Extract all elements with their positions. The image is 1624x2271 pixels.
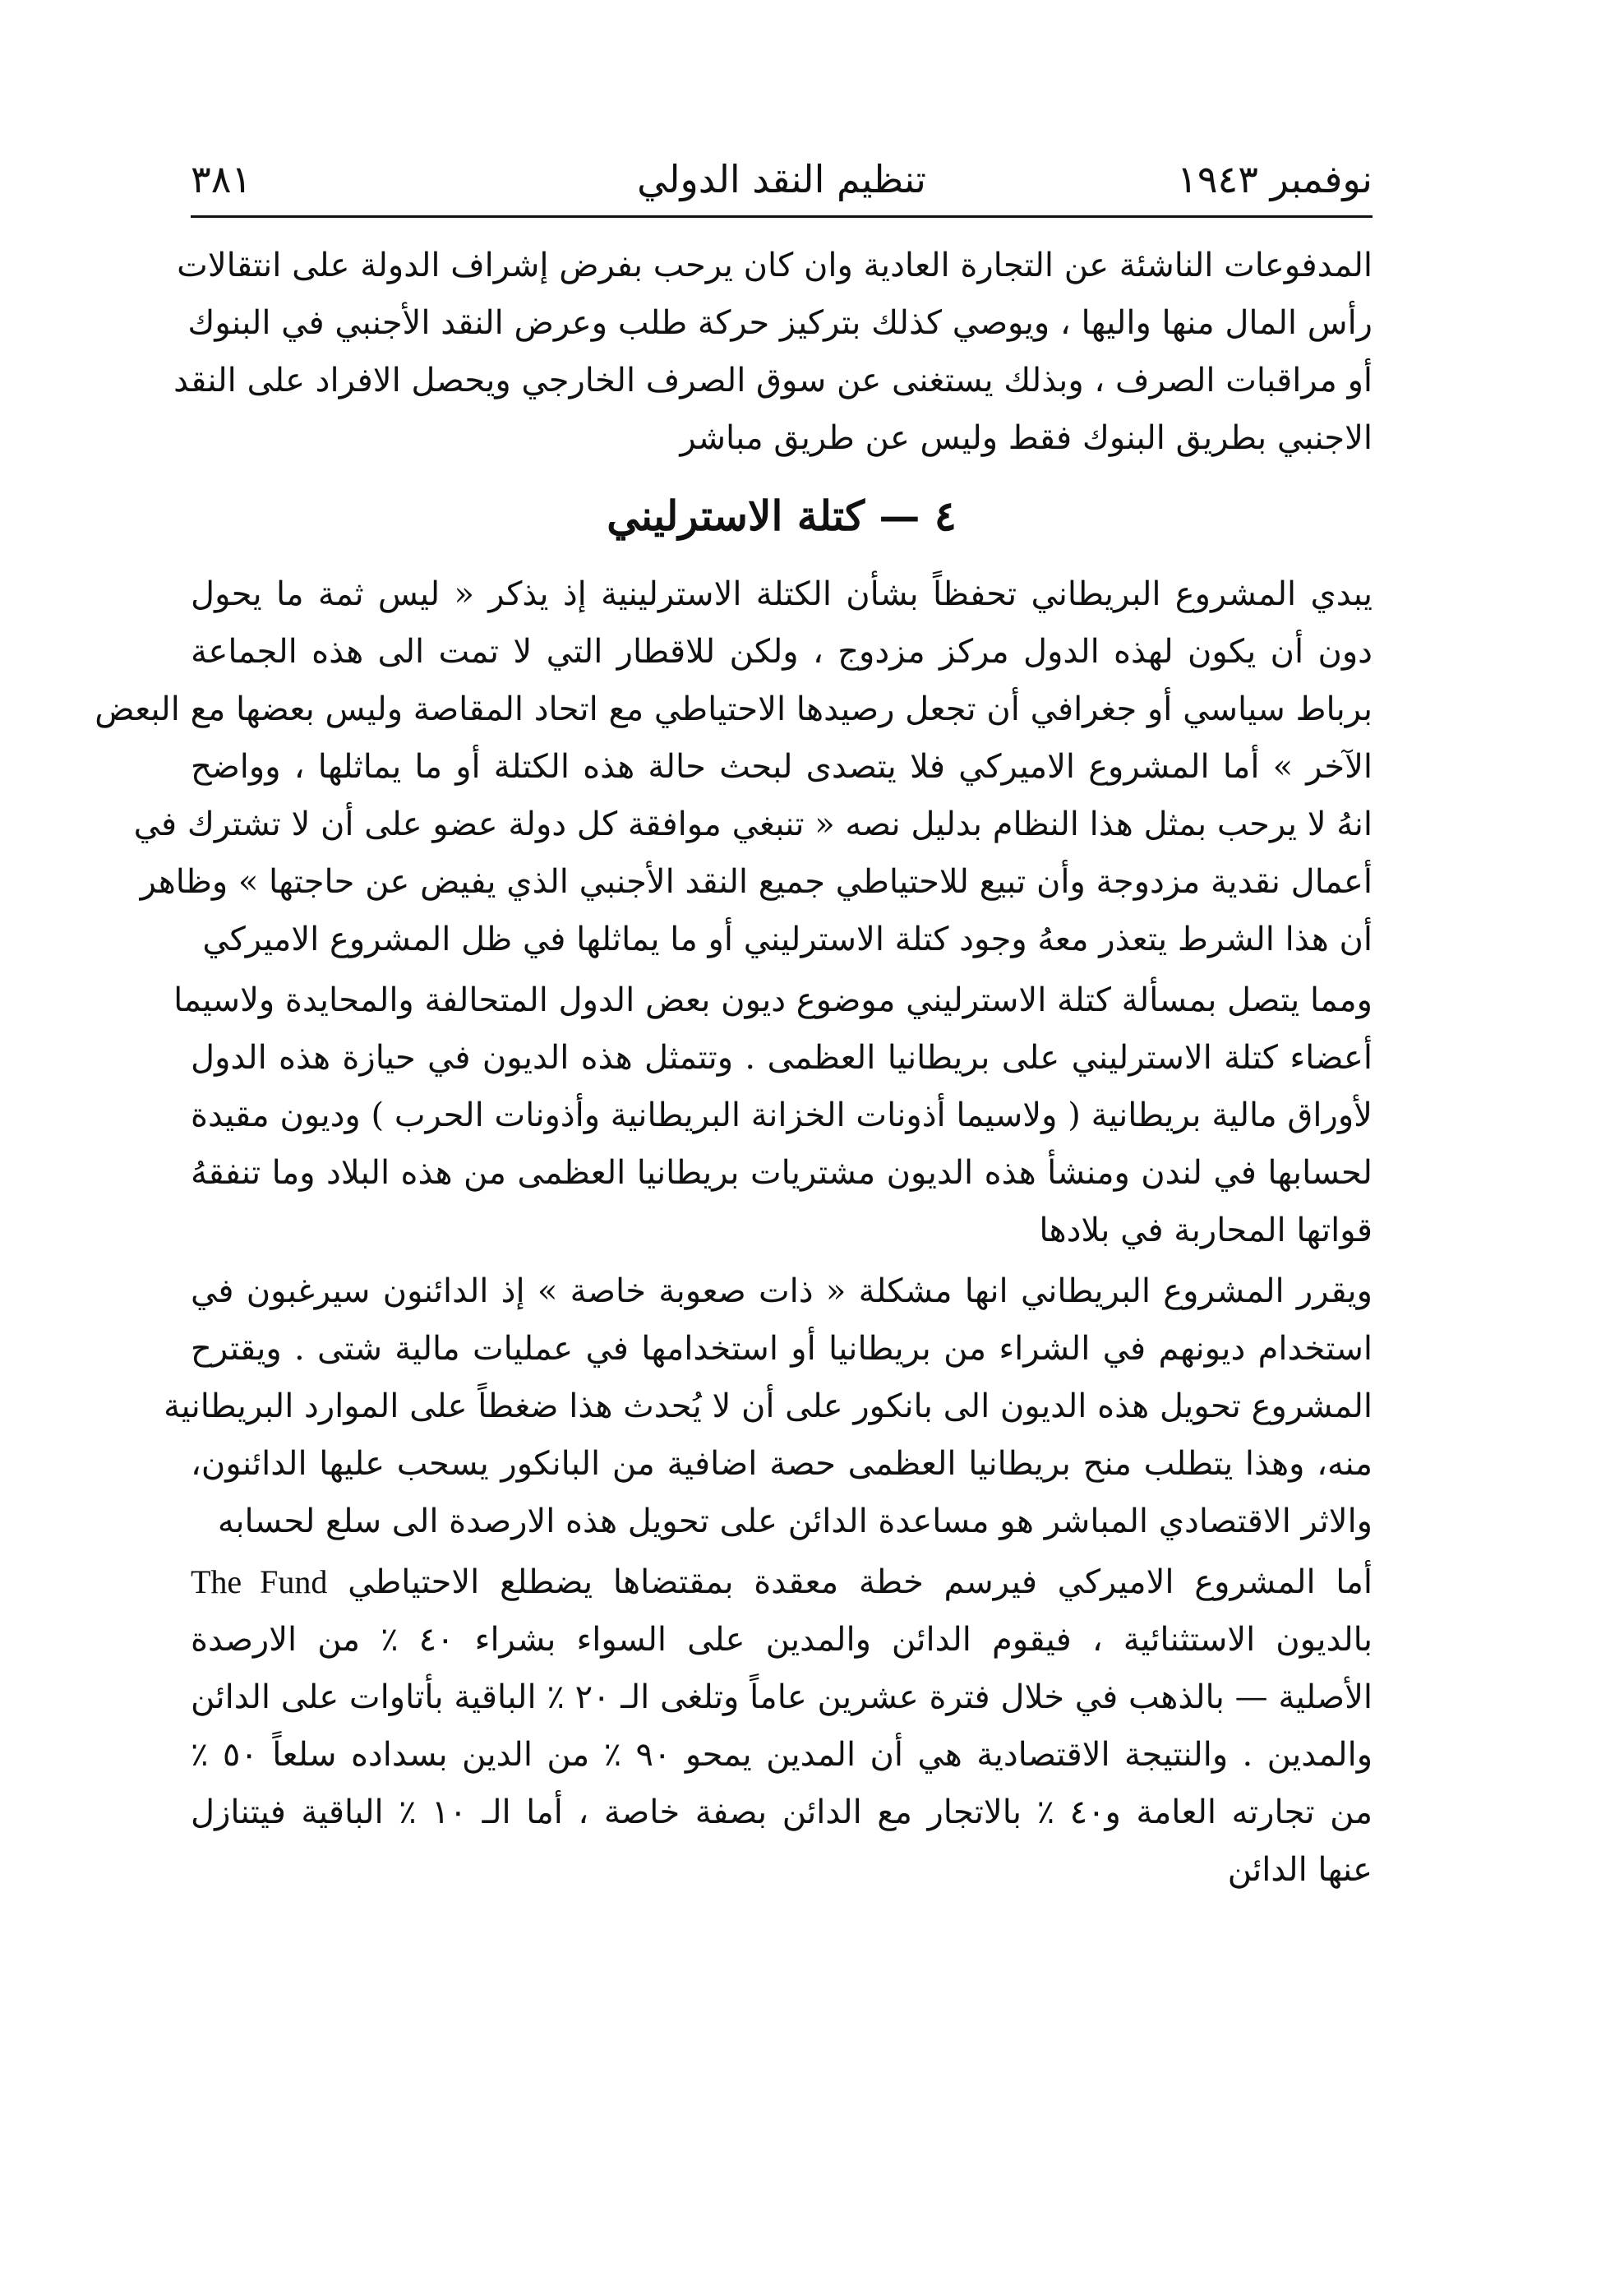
text-line: والاثر الاقتصادي المباشر هو مساعدة الدائن على تحويل هذه الارصدة الى سلع لحسابه <box>217 1502 1373 1540</box>
text-line: أو مراقبات الصرف ، وبذلك يستغنى عن سوق الصرف الخارجي ويحصل الافراد على النقد <box>173 362 1373 399</box>
header-rule <box>191 215 1373 218</box>
text-line: دون أن يكون لهذه الدول مركز مزدوج ، ولكن للاقطار التي لا تمت الى هذه الجماعة <box>191 633 1373 671</box>
text-line: برباط سياسي أو جغرافي أن تجعل رصيدها الاحتياطي مع اتحاد المقاصة وليس بعضها مع البعض <box>95 690 1373 728</box>
header-date: نوفمبر ١٩٤٣ <box>1177 157 1373 201</box>
text-line: الأصلية — بالذهب في خلال فترة عشرين عاماً وتلغى الـ ٢٠ ٪ الباقية بأتاوات على الدائن <box>191 1678 1373 1716</box>
header-title: تنظيم النقد الدولي <box>637 157 926 201</box>
text-segment: أما المشروع الاميركي فيرسم خطة معقدة بمقتضاها يضطلع الاحتياطي <box>348 1563 1373 1601</box>
text-line: لأوراق مالية بريطانية ( ولاسيما أذونات الخزانة البريطانية وأذونات الحرب ) وديون مقيدة <box>191 1096 1373 1134</box>
text-line: أعمال نقدية مزدوجة وأن تبيع للاحتياطي جميع النقد الأجنبي الذي يفيض عن حاجتها » وظاهر <box>140 863 1373 901</box>
text-line: يبدي المشروع البريطاني تحفظاً بشأن الكتلة الاسترلينية إذ يذكر « ليس ثمة ما يحول <box>191 575 1373 613</box>
text-line <box>191 1553 1373 1611</box>
text-line: بالديون الاستثنائية ، فيقوم الدائن والمدين على السواء بشراء ٤٠ ٪ من الارصدة <box>191 1621 1373 1659</box>
section-heading: ٤ — كتلة الاسترليني <box>607 492 957 540</box>
text-line: الاجنبي بطريق البنوك فقط وليس عن طريق مباشر <box>680 419 1373 457</box>
inline-latin-term: The Fund <box>191 1563 328 1600</box>
text-line: عنها الدائن <box>1227 1851 1373 1889</box>
text-line: الآخر » أما المشروع الاميركي فلا يتصدى لبحث حالة هذه الكتلة أو ما يماثلها ، وواضح <box>191 748 1373 786</box>
text-line: انهُ لا يرحب بمثل هذا النظام بدليل نصه « تنبغي موافقة كل دولة عضو على أن لا تشترك في <box>133 805 1373 843</box>
article-body <box>95 237 1373 1899</box>
text-line: والمدين . والنتيجة الاقتصادية هي أن المدين يمحو ٩٠ ٪ من الدين بسداده سلعاً ٥٠ ٪ <box>191 1736 1373 1774</box>
text-line: منه، وهذا يتطلب منح بريطانيا العظمى حصة اضافية من البانكور يسحب عليها الدائنون، <box>191 1445 1373 1483</box>
text-line: المدفوعات الناشئة عن التجارة العادية وان كان يرحب بفرض إشراف الدولة على انتقالات <box>177 247 1373 284</box>
text-line: رأس المال منها واليها ، ويوصي كذلك بتركيز حركة طلب وعرض النقد الأجنبي في البنوك <box>187 304 1373 342</box>
text-line: قواتها المحاربة في بلادها <box>1039 1212 1373 1249</box>
text-line: المشروع تحويل هذه الديون الى بانكور على أن لا يُحدث هذا ضغطاً على الموارد البريطانية <box>164 1387 1373 1425</box>
text-line: من تجارته العامة و٤٠ ٪ بالاتجار مع الدائن بصفة خاصة ، أما الـ ١٠ ٪ الباقية فيتنازل <box>191 1793 1373 1831</box>
text-line: لحسابها في لندن ومنشأ هذه الديون مشتريات بريطانيا العظمى من هذه البلاد وما تنفقهُ <box>191 1154 1373 1192</box>
text-line: أعضاء كتلة الاسترليني على بريطانيا العظمى . وتتمثل هذه الديون في حيازة هذه الدول <box>191 1039 1373 1077</box>
text-line: استخدام ديونهم في الشراء من بريطانيا أو استخدامها في عمليات مالية شتى . ويقترح <box>191 1330 1373 1368</box>
text-line: أن هذا الشرط يتعذر معهُ وجود كتلة الاسترليني أو ما يماثلها في ظل المشروع الاميركي <box>202 921 1373 958</box>
text-line: ويقرر المشروع البريطاني انها مشكلة « ذات صعوبة خاصة » إذ الدائنون سيرغبون في <box>191 1272 1373 1310</box>
text-line: ومما يتصل بمسألة كتلة الاسترليني موضوع ديون بعض الدول المتحالفة والمحايدة ولاسيما <box>173 981 1373 1019</box>
page-header <box>191 123 1373 205</box>
page-number: ٣٨١ <box>191 157 252 201</box>
